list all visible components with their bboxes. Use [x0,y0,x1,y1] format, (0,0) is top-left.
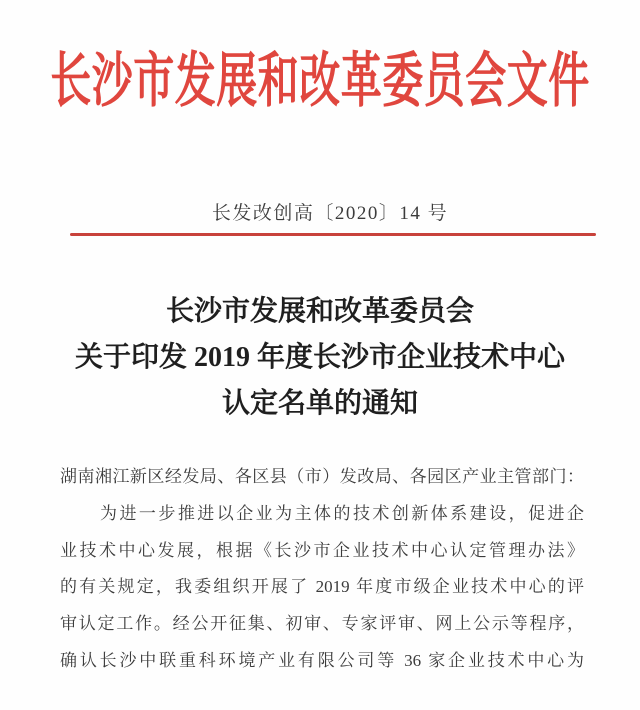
red-divider-line [70,233,596,236]
document-title-line-2: 关于印发 2019 年度长沙市企业技术中心 [74,342,565,373]
letterhead-banner [0,28,640,122]
document-title-line-3: 认定名单的通知 [221,388,418,419]
doc-number: 长发改创高〔2020〕14 号 [211,203,449,224]
paragraph-line: 审认定工作。经公开征集、初审、专家评审、网上公示等程序， [60,614,584,634]
paragraph-line: 业技术中心发展，根据《长沙市企业技术中心认定管理办法》 [60,540,584,560]
paragraph-line: 确认长沙中联重科环境产业有限公司等 36 家企业技术中心为 [60,650,584,670]
paragraph-line: 的有关规定，我委组织开展了 2019 年度市级企业技术中心的评 [60,577,584,597]
document-title-line-1: 长沙市发展和改革委员会 [165,296,474,327]
paragraph-line: 为进一步推进以企业为主体的技术创新体系建设，促进企 [100,503,584,523]
document-body [60,459,584,680]
document-title [30,289,610,427]
letterhead-title: 长沙市发展和改革委员会文件 [50,46,590,114]
salutation-line: 湖南湘江新区经发局、各区县（市）发改局、各园区产业主管部门： [60,467,584,486]
